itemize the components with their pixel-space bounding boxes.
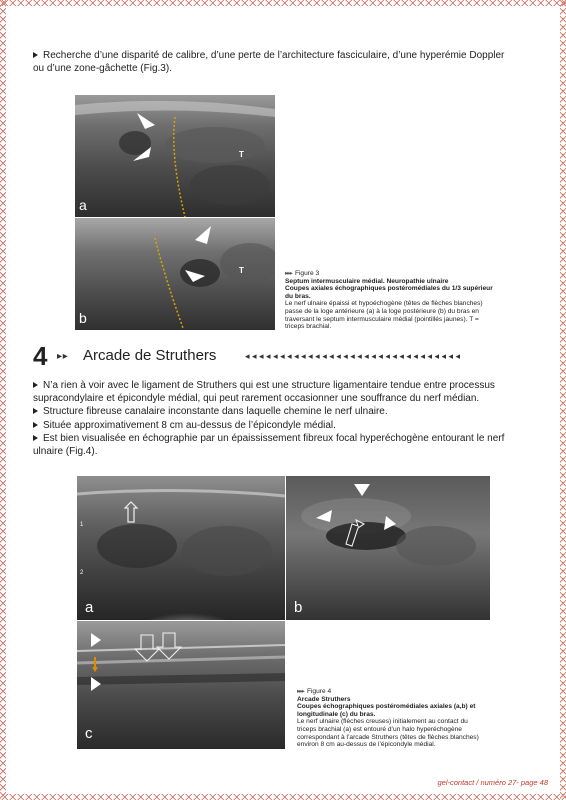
panel-label-a: a: [85, 599, 94, 616]
section-decorative-arrows-icon: ◂ ◂ ◂ ◂ ◂ ◂ ◂ ◂ ◂ ◂ ◂ ◂ ◂ ◂ ◂ ◂ ◂ ◂ ◂ ◂ ◂ ◂ ◂ ◂ ◂ ◂ ◂ ◂ ◂ ◂ ◂: [245, 351, 461, 361]
muscle-label-t: T: [239, 150, 244, 159]
panel-label-b: b: [294, 599, 303, 616]
figure4-caption: ▸▸▸ Figure 4 Arcade Struthers Coupes échographiques postéromédiales axiales (a,b) et longitudinale (c) du bras. Le nerf ulnaire (flèches creuses) initialement au contact du triceps brachial (a) est entouré d’un halo hyperéchogène correspondant à l’arcade Struthers (têtes de flèches blanches) environ 8 cm au-dessus de l’épicondyle médial.: [297, 688, 479, 749]
decorative-border-right: [560, 0, 566, 800]
bullet-item: Située approximativement 8 cm au-dessus de l’épicondyle médial.: [33, 420, 538, 433]
bullet-arrow-icon: [33, 435, 38, 441]
figure3-caption: ▸▸▸ Figure 3 Septum intermusculaire médial. Neuropathie ulnaire Coupes axiales échographiques postéromédiales du 1/3 supérieur du bras. Le nerf ulnaire épaissi et hypoéchogène (têtes de flèches blanches) passe de la loge antérieure (a) à la loge postérieure (b) du bras en traversant le septum intermusculaire médial (pointillés jaunes). T = triceps brachial.: [285, 270, 493, 331]
figure4-image-c: [77, 621, 285, 749]
bullet-arrow-icon: [33, 382, 38, 388]
panel-label-b: b: [79, 310, 87, 326]
bullet-item: N’a rien à voir avec le ligament de Struthers qui est une structure ligamentaire tendue entre processus supracondylaire et épicondyle médial, qui peut rarement occasionner une souffrance du nerf médian.: [33, 380, 495, 404]
caption-arrows-icon: ▸▸▸: [297, 688, 304, 695]
section-number: 4: [33, 341, 48, 371]
bullet-item: Est bien visualisée en échographie par un épaississement fibreux focal hyperéchogène entourant le nerf ulnaire (Fig.4).: [33, 433, 505, 457]
figure3-image-b: [75, 218, 275, 330]
bullet-arrow-icon: [33, 408, 38, 414]
scale-mark-1: 1: [80, 522, 84, 528]
intro-paragraph: Recherche d’une disparité de calibre, d’une perte de l’architecture fasciculaire, d’une hyperémie Doppler ou d’une zone-gâchette (Fig.3).: [33, 50, 505, 74]
decorative-border-top: [0, 0, 566, 6]
bullet-item: Structure fibreuse canalaire inconstante dans laquelle chemine le nerf ulnaire.: [33, 406, 538, 419]
scale-mark-2: 2: [80, 570, 84, 576]
figure3-image-a: [75, 95, 275, 217]
decorative-border-left: [0, 0, 6, 800]
panel-label-c: c: [85, 725, 93, 742]
figure4-image-a: [77, 476, 285, 620]
muscle-label-t: T: [239, 266, 244, 275]
caption-arrows-icon: ▸▸▸: [285, 270, 292, 277]
page-footer: gel-contact / numéro 27- page 48: [437, 778, 548, 787]
decorative-border-bottom: [0, 794, 566, 800]
panel-label-a: a: [79, 197, 87, 213]
section-title: Arcade de Struthers: [83, 347, 217, 364]
section-arrows-icon: ▸ ▸: [57, 351, 67, 362]
section-header: [33, 343, 533, 369]
bullet-arrow-icon: [33, 422, 38, 428]
bullet-list: [33, 380, 538, 458]
figure4-image-b: [286, 476, 490, 620]
bullet-arrow-icon: [33, 52, 38, 58]
